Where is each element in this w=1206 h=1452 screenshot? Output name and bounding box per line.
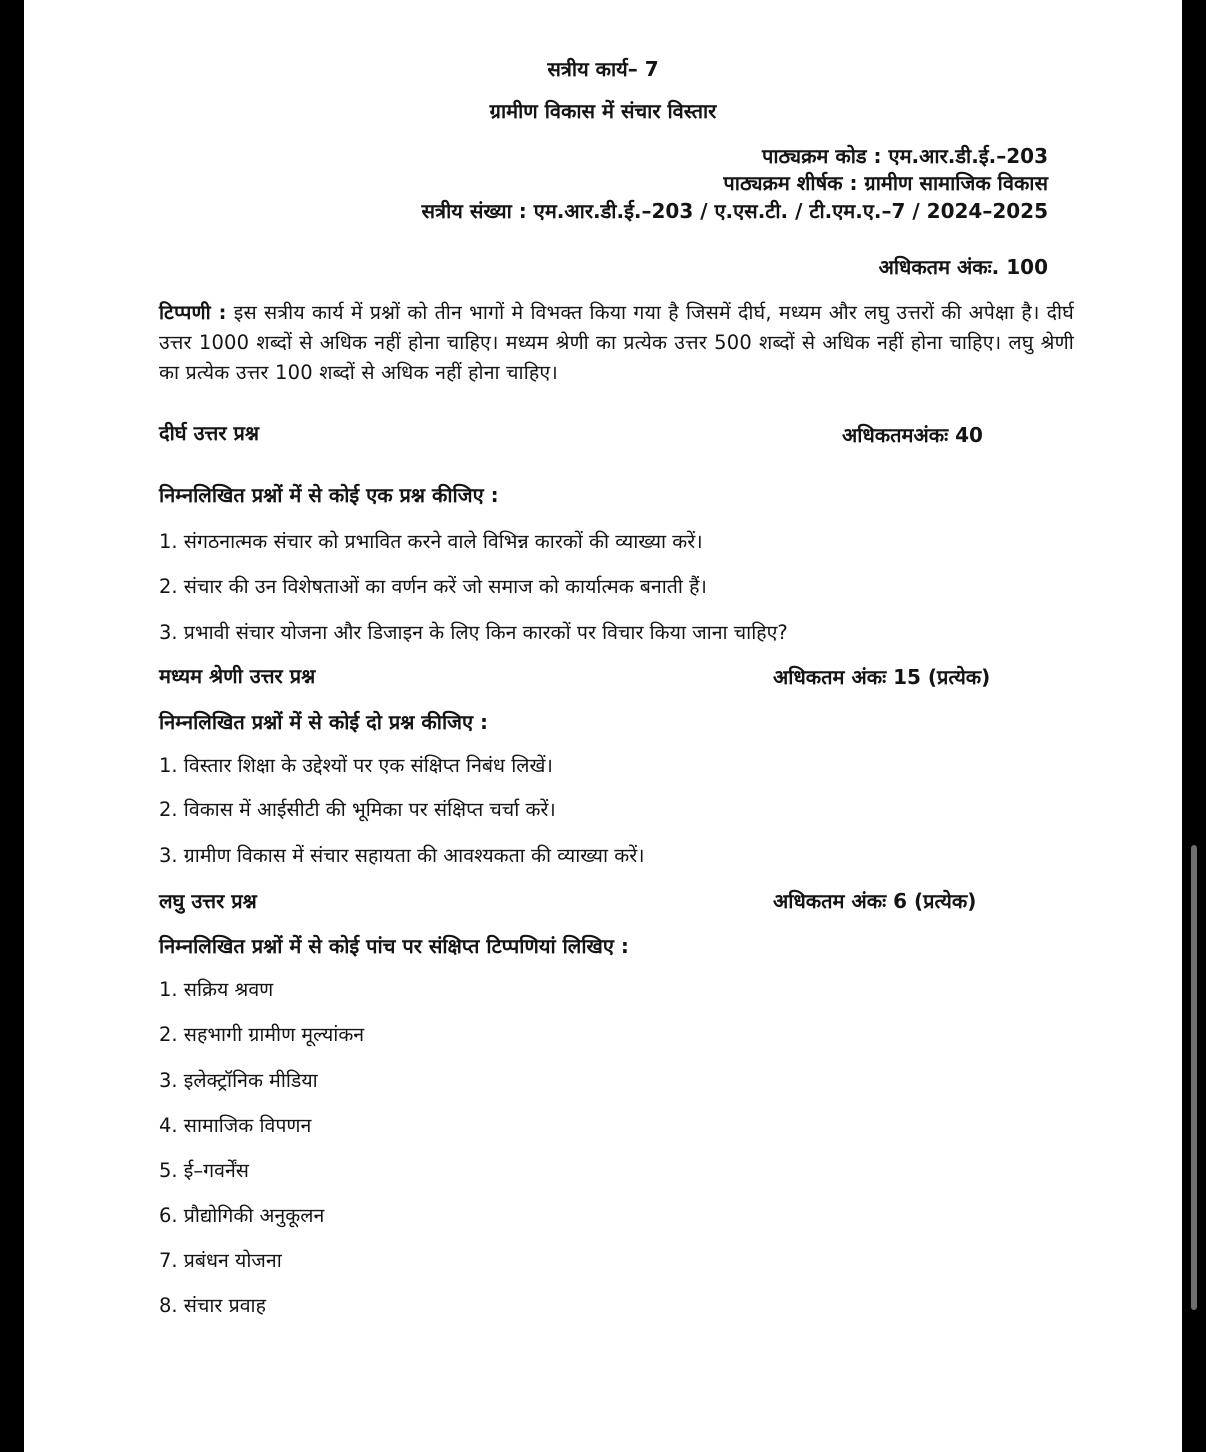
long-question-1: 1. संगठनात्मक संचार को प्रभावित करने वाले विभिन्न कारकों की व्याख्या करें। [159, 530, 703, 553]
note-text: इस सत्रीय कार्य में प्रश्नों को तीन भागों मे विभक्त किया गया है जिसमें दीर्घ, मध्यम और लघु उत्तरों की अपेक्षा है। दीर्घ उत्तर 1000 शब्दों से अधिक नहीं होना चाहिए। मध्यम श्रेणी का प्रत्येक उत्तर 500 शब्दों से अधिक नहीं होना चाहिए। लघु श्रेणी का प्रत्येक उत्तर 100 शब्दों से अधिक नहीं होना चाहिए। [159, 301, 1074, 384]
assignment-heading: सत्रीय कार्य– 7 [547, 57, 659, 81]
long-question-2: 2. संचार की उन विशेषताओं का वर्णन करें जो समाज को कार्यात्मक बनाती हैं। [159, 575, 707, 598]
medium-section-marks: अधिकतम अंकः 15 (प्रत्येक) [773, 665, 991, 689]
short-instruction: निम्नलिखित प्रश्नों में से कोई पांच पर संक्षिप्त टिप्पणियां लिखिए : [159, 934, 629, 958]
short-item-2: 2. सहभागी ग्रामीण मूल्यांकन [159, 1023, 365, 1046]
long-section-title: दीर्घ उत्तर प्रश्न [159, 421, 260, 445]
long-section-marks: अधिकतमअंकः 40 [842, 423, 983, 447]
medium-instruction: निम्नलिखित प्रश्नों में से कोई दो प्रश्न कीजिए : [159, 710, 488, 734]
short-item-4: 4. सामाजिक विपणन [159, 1114, 312, 1137]
long-instruction: निम्नलिखित प्रश्नों में से कोई एक प्रश्न कीजिए : [159, 483, 499, 507]
subject-title: ग्रामीण विकास में संचार विस्तार [489, 99, 717, 123]
long-question-3: 3. प्रभावी संचार योजना और डिजाइन के लिए किन कारकों पर विचार किया जाना चाहिए? [159, 621, 788, 644]
medium-question-3: 3. ग्रामीण विकास में संचार सहायता की आवश्यकता की व्याख्या करें। [159, 844, 645, 867]
course-title: पाठ्यक्रम शीर्षक : ग्रामीण सामाजिक विकास [723, 171, 1048, 195]
medium-question-2: 2. विकास में आईसीटी की भूमिका पर संक्षिप्त चर्चा करें। [159, 798, 556, 821]
course-code: पाठ्यक्रम कोड : एम.आर.डी.ई.–203 [761, 144, 1048, 168]
short-item-6: 6. प्रौद्योगिकी अनुकूलन [159, 1204, 325, 1227]
short-section-marks: अधिकतम अंकः 6 (प्रत्येक) [773, 889, 977, 913]
document-page [24, 0, 1182, 1452]
assignment-number: सत्रीय संख्या : एम.आर.डी.ई.–203 / ए.एस.टी. / टी.एम.ए.–7 / 2024–2025 [421, 199, 1048, 223]
note-paragraph [159, 298, 1074, 388]
medium-question-1: 1. विस्तार शिक्षा के उद्देश्यों पर एक संक्षिप्त निबंध लिखें। [159, 754, 553, 777]
short-item-1: 1. सक्रिय श्रवण [159, 978, 274, 1001]
max-marks: अधिकतम अंकः. 100 [878, 255, 1048, 279]
short-item-7: 7. प्रबंधन योजना [159, 1249, 282, 1272]
medium-section-title: मध्यम श्रेणी उत्तर प्रश्न [159, 664, 316, 688]
short-item-5: 5. ई–गवर्नेंस [159, 1159, 249, 1182]
short-item-3: 3. इलेक्ट्रॉनिक मीडिया [159, 1069, 318, 1092]
short-item-8: 8. संचार प्रवाह [159, 1294, 266, 1317]
vertical-scrollbar[interactable] [1191, 845, 1197, 1310]
short-section-title: लघु उत्तर प्रश्न [159, 889, 257, 913]
note-label: टिप्पणी : [159, 301, 227, 324]
